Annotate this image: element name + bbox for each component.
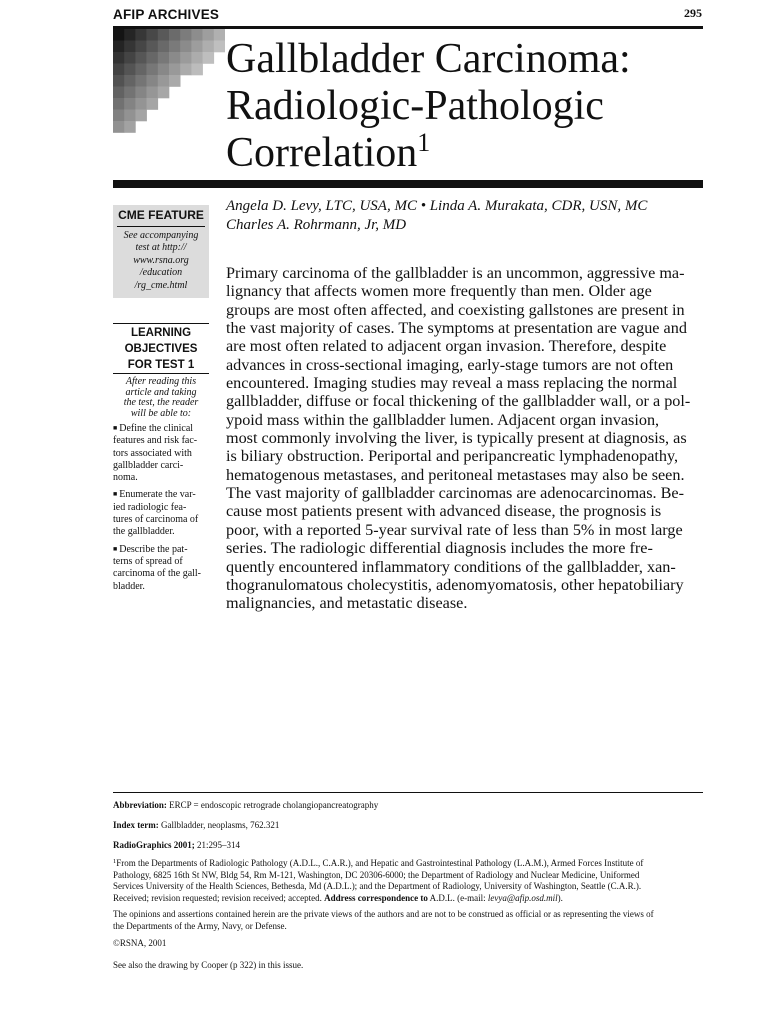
gradient-tile (158, 41, 170, 53)
correspondence-label: Address correspondence to (324, 892, 428, 903)
cme-feature-note: See accompanying test at http:// www.rsna.org /education /rg_cme.html (123, 230, 199, 291)
author-list (226, 197, 706, 235)
index-term-text: Gallbladder, neoplasms, 762.321 (158, 820, 280, 830)
see-also-note: See also the drawing by Cooper (p 322) in this issue. (113, 960, 304, 970)
gradient-tile (135, 41, 147, 53)
gradient-tile (113, 52, 125, 64)
gradient-tile (113, 75, 125, 87)
gradient-tile (124, 52, 136, 64)
gradient-tile (113, 41, 125, 53)
affiliation-marker: 1 (113, 858, 117, 865)
gradient-tile (124, 121, 136, 133)
index-term-note (113, 820, 279, 832)
title-line-1: Gallbladder Carcinoma: (226, 36, 631, 82)
gradient-tile (169, 29, 181, 41)
gradient-tile (203, 29, 215, 41)
objective-text: Enumerate the var- ied radiologic fea- tures of carcinoma of the gallbladder. (113, 489, 199, 538)
gradient-tile (135, 64, 147, 76)
gradient-tile (169, 52, 181, 64)
cme-feature-heading: CME FEATURE (118, 208, 204, 222)
abbreviation-note (113, 800, 378, 812)
title-rule (113, 180, 703, 188)
gradient-tile (203, 52, 215, 64)
gradient-tile (158, 87, 170, 99)
gradient-tile (124, 64, 136, 76)
objective-text: Define the clinical features and risk fac- tors associated with gallbladder carci- noma. (113, 423, 198, 484)
gradient-tile (214, 41, 225, 53)
gradient-tile (158, 52, 170, 64)
gradient-tile (135, 87, 147, 99)
objectives-rule-bottom (113, 373, 209, 374)
correspondence-text: A.D.L. (e-mail: (427, 892, 488, 903)
gradient-tile (135, 110, 147, 122)
gradient-tile (169, 41, 181, 53)
copyright-note: ©RSNA, 2001 (113, 938, 167, 948)
author-line-2: Charles A. Rohrmann, Jr, MD (226, 217, 407, 233)
cme-heading-rule (117, 226, 205, 227)
gradient-tile (203, 41, 215, 53)
gradient-tile (124, 75, 136, 87)
gradient-tile (124, 41, 136, 53)
gradient-tile (147, 52, 159, 64)
title-line-2: Radiologic-Pathologic (226, 83, 604, 129)
gradient-tile (180, 29, 192, 41)
bullet-icon: ■ (113, 424, 118, 432)
gradient-tile (147, 87, 159, 99)
gradient-tile (147, 29, 159, 41)
opinions-disclaimer: The opinions and assertions contained herein are the private views of the authors and are not to be construed as official or as representing the views of the Departments of the Army, Navy, or Defense. (113, 909, 654, 931)
gradient-tile (191, 41, 203, 53)
affiliation-note (113, 856, 643, 904)
gradient-tile (113, 29, 125, 41)
citation-label: RadioGraphics 2001; (113, 840, 195, 850)
gradient-tile (147, 64, 159, 76)
correspondence-email: levya@afip.osd.mil (487, 892, 558, 903)
objectives-rule-top (113, 323, 209, 324)
gradient-tile (113, 64, 125, 76)
gradient-tile (191, 64, 203, 76)
correspondence-end: ). (557, 892, 563, 903)
bullet-icon: ■ (113, 544, 118, 553)
abstract-text: Primary carcinoma of the gallbladder is an uncommon, aggressive ma- lignancy that affects women more frequently than men. Older age groups are most often affected, and coexisting gallstones are present in the vast majority of cases. The symptoms at presentation are vague and are most often related to adjacent organ invasion. Therefore, despite advances in cross-sectional imaging, early-stage tumors are not often encountered. Imaging studies may reveal a mass replacing the normal gallbladder, diffuse or focal thickening of the gallbladder wall, or a pol- ypoid mass within the gallbladder lumen. Adjacent organ invasion, most commonly involving the liver, is typically present at diagnosis, as is biliary obstruction. Periportal and peripancreatic lymphadenopathy, hematogenous metastases, and peritoneal metastases may also be seen. The vast majority of gallbladder carcinomas are adenocarcinomas. Be- cause most patients present with advanced disease, the prognosis is poor, with a reported 5-year survival rate of less than 5% in most large series. The radiologic differential diagnosis includes the more fre- quently encountered inflammatory conditions of the gallbladder, xan- thogranulomatous cholecystitis, adenomyomatosis, other hepatobiliary malignancies, and metastatic disease. (226, 264, 691, 613)
learning-objectives-list (113, 422, 213, 597)
page-number: 295 (684, 6, 702, 20)
abbreviation-label: Abbreviation: (113, 800, 167, 810)
gradient-tile (124, 87, 136, 99)
gradient-tile (147, 98, 159, 110)
learning-objectives-heading: LEARNING OBJECTIVES FOR TEST 1 (124, 327, 198, 371)
gradient-tile (135, 29, 147, 41)
gradient-tile (124, 110, 136, 122)
article-title (226, 36, 706, 177)
title-line-3: Correlation (226, 130, 418, 176)
gradient-tile (147, 41, 159, 53)
abbreviation-text: ERCP = endoscopic retrograde cholangiopancreatography (166, 800, 379, 810)
gradient-tile (158, 75, 170, 87)
decorative-gradient-block (113, 29, 225, 133)
gradient-tile (158, 29, 170, 41)
gradient-tile (113, 87, 125, 99)
gradient-tile (113, 98, 125, 110)
gradient-tile (135, 52, 147, 64)
gradient-tile (113, 110, 125, 122)
gradient-tile (214, 29, 225, 41)
citation-text: 21:295–314 (194, 840, 241, 850)
title-footnote-marker: 1 (417, 128, 431, 157)
gradient-tile (169, 64, 181, 76)
footnote-rule (113, 792, 703, 793)
gradient-tile (124, 98, 136, 110)
index-term-label: Index term: (113, 820, 159, 830)
objective-item (113, 543, 213, 593)
gradient-tile (191, 29, 203, 41)
gradient-tile (135, 98, 147, 110)
objective-item (113, 422, 213, 484)
gradient-tile (158, 64, 170, 76)
gradient-tile (124, 29, 136, 41)
objective-item (113, 488, 213, 538)
bullet-icon: ■ (113, 490, 118, 499)
gradient-tile (180, 64, 192, 76)
learning-objectives-intro: After reading this article and taking the test, the reader will be able to: (123, 376, 199, 420)
gradient-tile (169, 75, 181, 87)
objective-text: Describe the pat- terns of spread of carcinoma of the gall- bladder. (113, 543, 202, 592)
gradient-tile (147, 75, 159, 87)
gradient-tile (191, 52, 203, 64)
author-line-1: Angela D. Levy, LTC, USA, MC • Linda A. Murakata, CDR, USN, MC (226, 198, 648, 214)
gradient-tile (180, 41, 192, 53)
gradient-tile (113, 121, 125, 133)
gradient-tile (135, 75, 147, 87)
running-head: AFIP ARCHIVES (113, 7, 220, 22)
citation-note (113, 840, 240, 852)
gradient-tile (180, 52, 192, 64)
affiliation-text: From the Departments of Radiologic Pathology (A.D.L., C.A.R.), and Hepatic and Gastrointestinal Pathology (L.A.M.), Armed Forces Institute of Pathology, 6825 16th St NW, Bldg 54, Rm M-121, Washington, DC 20306-6000; the Department of Radiology and Nuclear Medicine, Uniformed Services University of the Health Sciences, Bethesda, Md (A.D.L.); and the Department of Radiology, University of Washington, Seattle (C.A.R.). Received; revision requested; revision received; accepted. (113, 858, 644, 903)
